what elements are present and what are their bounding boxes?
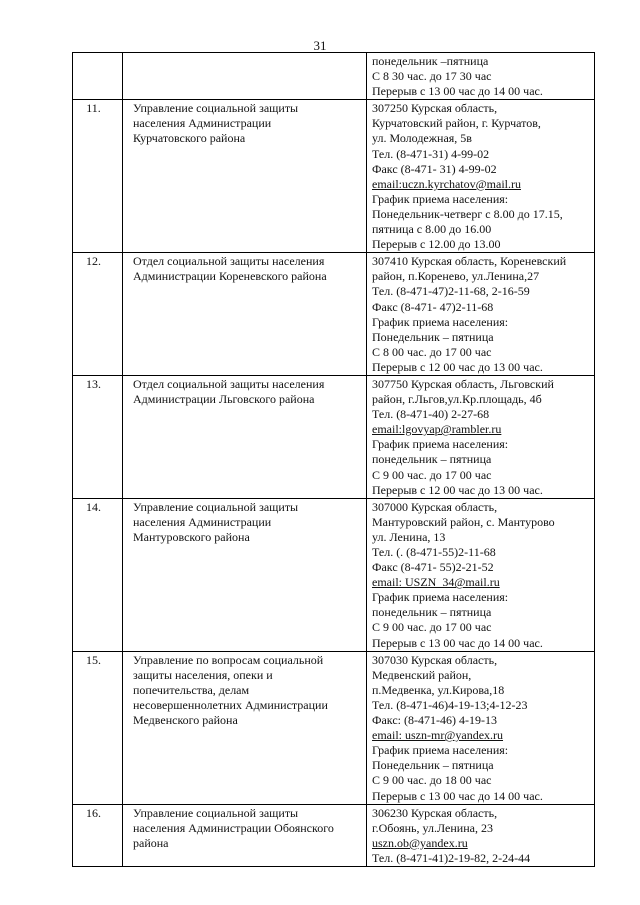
contact-line: Тел. (. (8-471-55)2-11-68: [372, 545, 496, 559]
organization-line: населения Администрации: [133, 116, 272, 131]
row-number: [73, 53, 123, 100]
organization-line: населения Администрации Обоянского: [133, 820, 334, 835]
table-row: [73, 375, 595, 498]
contact-line: Понедельник – пятница: [372, 329, 494, 344]
contact-line: С 9 00 час. до 17 00 час: [372, 467, 492, 482]
contact-line: С 8 30 час. до 17 30 час: [372, 69, 492, 84]
contact-line: График приема населения:: [372, 191, 509, 206]
contact-line: Медвенский район,: [372, 667, 472, 682]
contact-line: 306230 Курская область,: [372, 805, 498, 820]
contact-info: [367, 100, 595, 253]
table-row: [73, 53, 595, 100]
organization-line: Медвенского района: [133, 713, 238, 728]
contact-line: Мантуровский район, с. Мантурово: [372, 514, 555, 529]
organization-line: Управление социальной защиты: [133, 101, 299, 116]
contacts-table: [72, 52, 595, 867]
contact-line: С 8 00 час. до 17 00 час: [372, 344, 492, 359]
organization-line: населения Администрации: [133, 514, 272, 529]
contact-info: [367, 375, 595, 498]
contact-line: понедельник – пятница: [372, 452, 492, 467]
email-link[interactable]: uszn.ob@yandex.ru: [372, 835, 468, 850]
contact-line: График приема населения:: [372, 590, 509, 605]
organization-line: несовершеннолетних Администрации: [133, 697, 328, 712]
table-row: [73, 100, 595, 253]
contact-line: Перерыв с 13 00 час до 14 00 час.: [372, 84, 543, 99]
contact-line: Перерыв с 13 00 час до 14 00 час.: [372, 635, 543, 650]
organization-name: [123, 253, 367, 376]
contact-line: 307030 Курская область,: [372, 652, 498, 667]
contact-line: район, п.Коренево, ул.Ленина,27: [372, 269, 540, 284]
email-link[interactable]: email: uszn-mr@yandex.ru: [372, 728, 504, 743]
contact-line: С 9 00 час. до 18 00 час: [372, 773, 492, 788]
contact-line: Факс: (8-471-46) 4-19-13: [372, 713, 497, 728]
contact-line: ул. Молодежная, 5в: [372, 131, 472, 146]
contact-line: Перерыв с 12 00 час до 13 00 час.: [372, 482, 543, 497]
organization-line: Управление по вопросам социальной: [133, 652, 324, 667]
row-number: 14.: [73, 498, 123, 651]
contact-line: Перерыв с 13 00 час до 14 00 час.: [372, 788, 543, 803]
table-row: [73, 498, 595, 651]
organization-line: защиты населения, опеки и: [133, 667, 273, 682]
contact-line: Понедельник – пятница: [372, 758, 494, 773]
email-link[interactable]: email:lgovyap@rambler.ru: [372, 422, 502, 437]
organization-line: Управление социальной защиты: [133, 805, 299, 820]
contact-line: район, г.Льгов,ул.Кр.площадь, 4б: [372, 392, 542, 407]
organization-name: [123, 804, 367, 866]
contact-line: Тел. (8-471-46)4-19-13;4-12-23: [372, 697, 528, 712]
table-row: [73, 804, 595, 866]
organization-name: [123, 498, 367, 651]
contact-line: 307750 Курская область, Льговский: [372, 376, 554, 391]
organization-line: Мантуровского района: [133, 529, 250, 544]
contact-info: [367, 498, 595, 651]
contact-line: Тел. (8-471-41)2-19-82, 2-24-44: [372, 850, 531, 865]
table-row: [73, 651, 595, 804]
contact-line: Курчатовский район, г. Курчатов,: [372, 116, 541, 131]
contact-line: График приема населения:: [372, 314, 509, 329]
contact-info: [367, 53, 595, 100]
contact-line: Факс (8-471- 31) 4-99-02: [372, 161, 497, 176]
organization-line: Администрации Кореневского района: [133, 269, 327, 284]
organization-name: [123, 53, 367, 100]
page-number: 31: [313, 38, 327, 53]
contact-info: [367, 804, 595, 866]
contact-line: понедельник –пятница: [372, 54, 489, 68]
contact-line: 307000 Курская область,: [372, 499, 498, 514]
table-body: [73, 53, 595, 867]
row-number: 11.: [73, 100, 123, 253]
organization-name: [123, 651, 367, 804]
organization-line: Курчатовского района: [133, 131, 246, 146]
contact-line: п.Медвенка, ул.Кирова,18: [372, 682, 505, 697]
contact-line: Факс (8-471- 47)2-11-68: [372, 299, 494, 314]
contact-line: График приема населения:: [372, 743, 509, 758]
contact-line: Перерыв с 12.00 до 13.00: [372, 237, 501, 252]
row-number: 13.: [73, 375, 123, 498]
organization-name: [123, 375, 367, 498]
organization-line: Отдел социальной защиты населения: [133, 254, 325, 269]
organization-name: [123, 100, 367, 253]
row-number: 12.: [73, 253, 123, 376]
contact-line: г.Обоянь, ул.Ленина, 23: [372, 820, 493, 835]
organization-line: Управление социальной защиты: [133, 499, 299, 514]
contact-line: Понедельник-четверг с 8.00 до 17.15,: [372, 206, 563, 221]
contact-line: понедельник – пятница: [372, 605, 492, 620]
contact-line: 307410 Курская область, Кореневский: [372, 254, 567, 269]
contact-line: Тел. (8-471-40) 2-27-68: [372, 407, 490, 422]
row-number: 15.: [73, 651, 123, 804]
organization-line: попечительства, делам: [133, 682, 250, 697]
contact-line: Перерыв с 12 00 час до 13 00 час.: [372, 359, 543, 374]
email-link[interactable]: email:uczn.kyrchatov@mail.ru: [372, 176, 521, 191]
contact-line: С 9 00 час. до 17 00 час: [372, 620, 492, 635]
contact-line: пятница с 8.00 до 16.00: [372, 222, 492, 237]
row-number: 16.: [73, 804, 123, 866]
contact-line: Факс (8-471- 55)2-21-52: [372, 560, 494, 575]
organization-line: Отдел социальной защиты населения: [133, 376, 325, 391]
contact-info: [367, 651, 595, 804]
organization-line: Администрации Льговского района: [133, 392, 315, 407]
contact-line: 307250 Курская область,: [372, 101, 498, 116]
contact-line: Тел. (8-471-31) 4-99-02: [372, 146, 490, 161]
contact-line: Тел. (8-471-47)2-11-68, 2-16-59: [372, 284, 530, 299]
contact-line: ул. Ленина, 13: [372, 529, 446, 544]
contact-line: График приема населения:: [372, 437, 509, 452]
table-row: [73, 253, 595, 376]
organization-line: района: [133, 835, 169, 850]
contact-info: [367, 253, 595, 376]
email-link[interactable]: email: USZN_34@mail.ru: [372, 575, 500, 590]
